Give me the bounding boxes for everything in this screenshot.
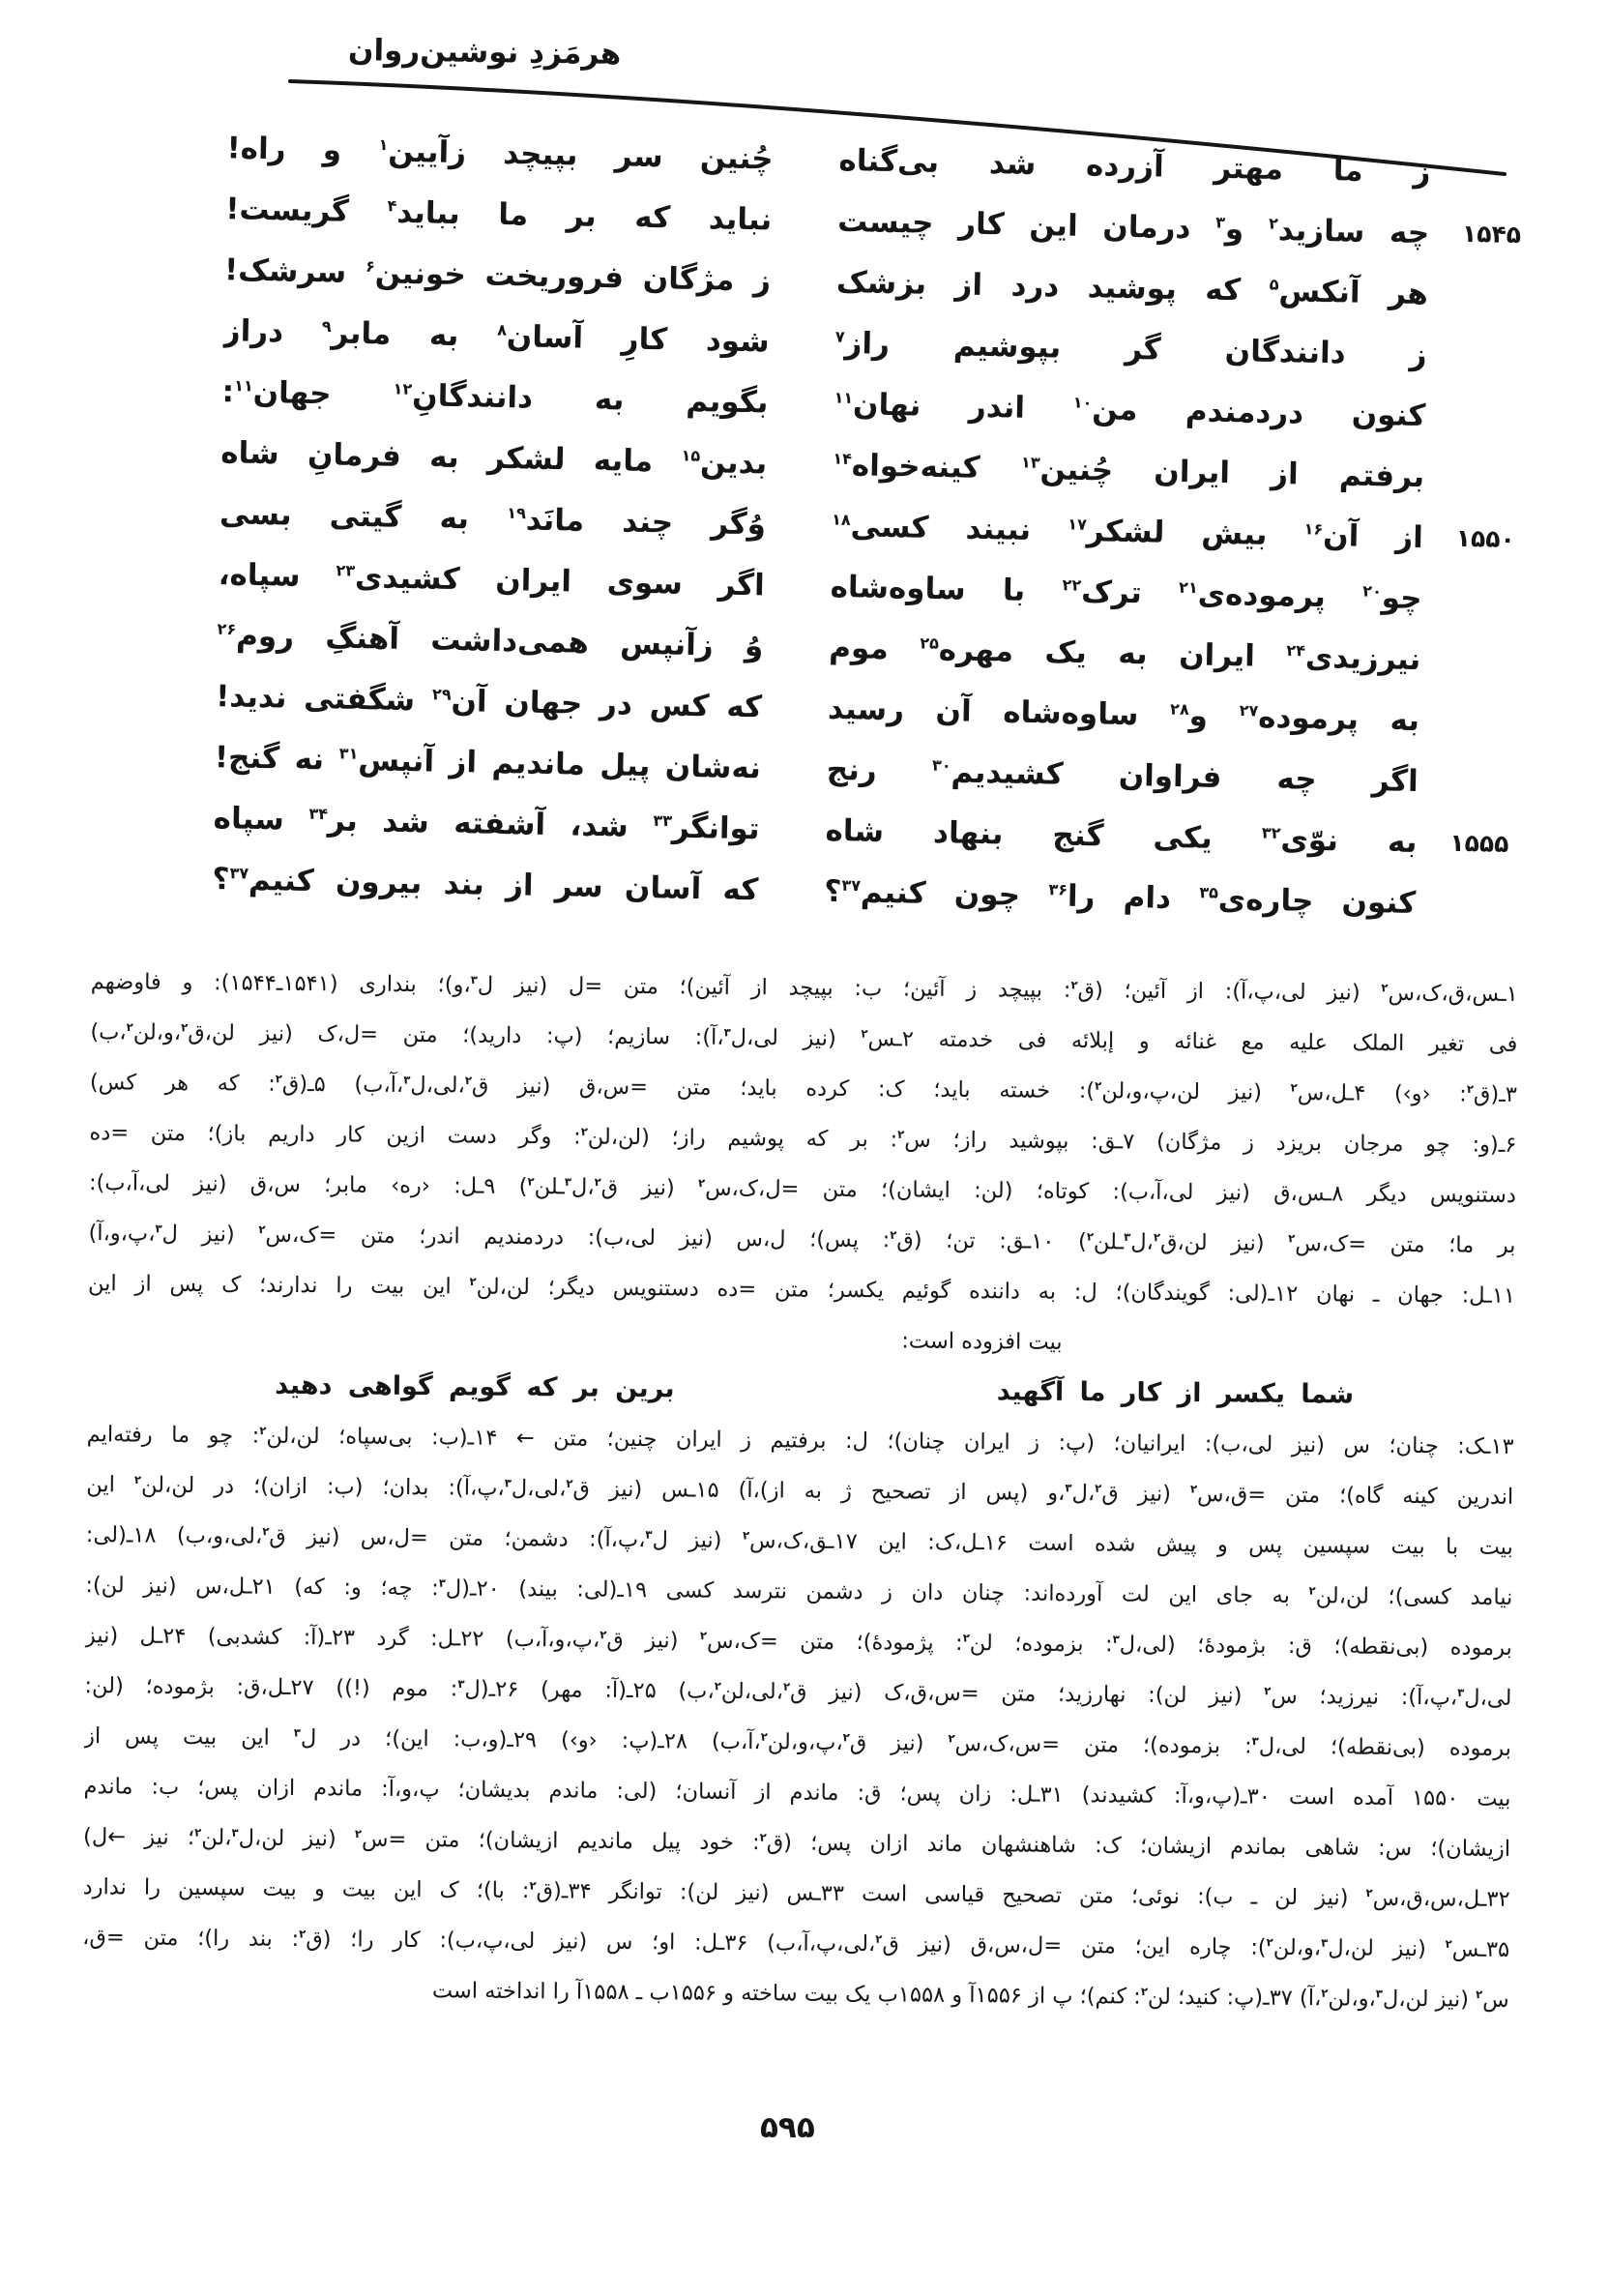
hemistich-right: نیرزیدی$^{۲۴}$ ایران به یک مهره$^{۲۵}$ موم [829, 630, 1421, 677]
hemistich-right: از آن$^{۱۶}$ بیش لشکر$^{۱۷}$ نبیند کسی$^{۱۸}$ [831, 508, 1424, 555]
apparatus-line: لی،ل$^۳$،پ،آ): نیرزید؛ س$^۲$ (نیز لن): نهارزید؛ متن =س،ق،ک (نیز ق$^۲$،لی،لن$^۲$،ب) ۲۵ـ(آ: مهر) ۲۶ـ(ل$^۳$: موم (!)) ۲۷ـل،ق: بژموده؛ (لن: [84, 1673, 1512, 1711]
verse-number [1430, 172, 1522, 174]
verse-number [1424, 477, 1516, 479]
hemistich-right: هر آنکس$^۵$ که پوشید درد از بزشک [835, 264, 1429, 311]
apparatus-line: س$^۲$ (نیز لن،ل$^۳$،و،لن$^۲$،آ) ۳۷ـ(پ: کنید؛ لن$^۲$: کنم)؛ پ از ۱۵۵۶آ و ۱۵۵۸ب یک بیت ساخته و ۱۵۵۶ب ـ ۱۵۵۸آ را انداخته است [431, 1978, 1509, 2013]
hemistich-left: نه‌شان پیل ماندیم از آنپس$^{۳۱}$ نه گنج! [214, 739, 762, 785]
apparatus-line: اندرین کینه گاه)؛ متن =ق،س$^۲$ (نیز ق$^۲$،ل$^۳$،و (پس از تصحیح ژ به از)،آ) ۱۵ـس (نیز ق$^۲$،لی،ل$^۳$،پ،آ): بدان؛ (ب: ازان)؛ در لن،لن$^۲$ این [86, 1472, 1514, 1510]
verse-number: ۱۵۴۵ [1461, 219, 1522, 250]
verse-number [1419, 721, 1511, 722]
apparatus-line: بیت با بیت سپسین پس و پیش شده است ۱۶ـل،ک: این ۱۷ـق،ک،س$^۲$ (نیز ل$^۳$،پ،آ): دشمن؛ متن =ل،س (نیز ق$^۲$،لی،و،ب) ۱۸ـ(لی: [85, 1522, 1513, 1560]
verse-number [1422, 599, 1514, 601]
verse-number [1420, 660, 1512, 662]
verse-number [1428, 294, 1520, 296]
apparatus-line: ۱ـس،ق،ک،س$^۲$ (نیز لی،پ،آ): از آئین؛ (ق$^۲$: بپیچد ز آئین؛ ب: بپیچد از آئین)؛ متن =ل (نیز ل$^۳$،و)؛ بنداری (۱۵۴۱ـ۱۵۴۴): و فاوضهم [90, 969, 1518, 1007]
page-title: هرمَزدِ نوشین‌روان [347, 33, 622, 72]
apparatus-line: ۶ـ(و: چو مرجان بریزد ز مژگان) ۷ـق: بپوشید راز؛ س$^۲$: بر که پوشیم راز؛ (لن،لن$^۲$: وگر دست ازین کار داریم باز)؛ متن =ده [89, 1120, 1517, 1158]
hemistich-left: وُ زآنپس همی‌داشت آهنگِ روم$^{۲۶}$ [217, 617, 764, 663]
hemistich-left: چُنین سر بپیچد زآیین$^۱$ و راه! [226, 130, 774, 177]
verse-number [1419, 781, 1510, 783]
hemistich-left: توانگر$^{۳۳}$ شد، آشفته شد بر$^{۳۴}$ سپاه [213, 800, 760, 846]
hemistich-left: که آسان سر از بند بیرون کنیم$^{۳۷}$؟ [212, 861, 759, 907]
hemistich-left: بگویم به دانندگانِ$^{۱۲}$ جهان$^{۱۱}$: [221, 373, 769, 420]
hemistich-right: اگر چه فراوان کشیدیم$^{۳۰}$ رنج [826, 751, 1419, 799]
apparatus-section [82, 957, 1518, 2025]
verse-number [1427, 355, 1519, 357]
hemistich-left: نباید که بر ما بباید$^۴$ گریست! [225, 191, 773, 238]
hemistich-right: کنون دردمندم من$^{۱۰}$ اندر نهان$^{۱۱}$ [834, 386, 1426, 433]
apparatus-line: بیت ۱۵۵۰ آمده است ۳۰ـ(پ،و،آ: کشیدند) ۳۱ـل: زان پس؛ ق: ماندم از آنسان؛ (لی: ماندم بدیشان؛ پ،و،آ: ماندم ازان پس؛ ب: ماندم [83, 1774, 1511, 1811]
page-number: ۵۹۵ [760, 2110, 815, 2145]
hemistich-left: ز مژگان فروریخت خونین$^۶$ سرشک! [223, 251, 772, 299]
hemistich-right: ز ما مهتر آزرده شد بی‌گناه [838, 142, 1431, 190]
apparatus-line: ۳ـ(ق$^۲$: ‹و›) ۴ـل،س$^۲$ (نیز لن،پ،و،لن$^۲$): خسته باید؛ ک: کرده باید؛ متن =س،ق (نیز ق$^۲$،لی،ل$^۳$،آ،ب) ۵ـ(ق$^۲$: که هر کس) [89, 1070, 1517, 1107]
hemistich-right: چو$^{۲۰}$ پرموده‌ی$^{۲۱}$ ترک$^{۲۲}$ با ساوه‌شاه [830, 569, 1422, 616]
poem-section [0, 112, 1609, 936]
hemistich-right: به پرموده$^{۲۷}$ و$^{۲۸}$ ساوه‌شاه آن رسید [827, 691, 1420, 738]
apparatus-line: نیامد کسی)؛ لن،لن$^۲$ به جای این لت آورده‌اند: چنان دان ز دشمن نترسد کسی ۱۹ـ(لی: بیند) ۲۰ـ(ل$^۳$: چه؛ و: که) ۲۱ـل،س (نیز لن): [85, 1573, 1513, 1610]
added-verse-left: برین بر که گویم گواهی دهید [275, 1369, 675, 1404]
verse-number [1416, 903, 1507, 905]
hemistich-left: شود کارِ آسان$^۸$ به مابر$^۹$ دراز [222, 312, 771, 359]
hemistich-right: ز دانندگان گر بپوشیم راز$^۷$ [834, 325, 1427, 372]
hemistich-right: برفتم از ایران چُنین$^{۱۳}$ کینه‌خواه$^{۱۴}$ [833, 447, 1425, 494]
hemistich-left: اگر سوی ایران کشیدی$^{۲۳}$ سپاه، [218, 556, 766, 603]
verse-number: ۱۵۵۵ [1449, 828, 1509, 858]
apparatus-line: برموده (بی‌نقطه)؛ لی،ل$^۳$: بزموده)؛ متن =س،ک،س$^۲$ (نیز ق$^۲$،پ،و،لن$^۲$،آ،ب) ۲۸ـ(پ: ‹و›) ۲۹ـ(و،ب: این)؛ در ل$^۳$ این بیت پس از [83, 1723, 1512, 1761]
apparatus-line: ۱۱ـل: جهان ـ نهان ۱۲ـ(لی: گویندگان)؛ ل: به داننده گوئیم یکسر؛ متن =ده دستنویس دیگر؛ لن،لن$^۲$ این بیت را ندارند؛ ک پس از این [87, 1271, 1516, 1309]
apparatus-line: ۱۳ـک: چنان؛ س (نیز لی،ب): ایرانیان؛ (پ: ز ایران چنان)؛ ل: برفتیم ز ایران چنین؛ متن ← ۱۴ـ(ب: بی‌سپاه؛ لن،لن$^۲$: چو ما رفته‌ایم [86, 1422, 1514, 1459]
hemistich-left: وُگر چند مانَد$^{۱۹}$ به گیتی بسی [219, 495, 767, 542]
apparatus-line: فی تغیر الملک علیه مع غنائه و إبلائه فی خدمته ۲ـس$^۲$ (نیز لی،ل$^۳$،آ): سازیم؛ (پ: دارید)؛ متن =ل،ک (نیز لن،ق$^۲$،و،لن$^۲$،ب) [90, 1019, 1518, 1057]
verse-number [1425, 416, 1517, 418]
hemistich-left: بدین$^{۱۵}$ مایه لشکر به فرمانِ شاه [219, 434, 768, 481]
apparatus-line: بر ما؛ متن =ک،س$^۲$ (نیز لن،ق$^۲$،ل$^۳$ـلن$^۲$) ۱۰ـق: تن؛ (ق$^۲$: پس)؛ ل،س (نیز لی،ب): دردمندیم اندر؛ متن =ک،س$^۲$ (نیز ل$^۳$،پ،و،آ) [88, 1221, 1516, 1258]
apparatus-line: ازیشان)؛ س: شاهی بماندم ازیشان؛ ک: شاهنشهان ماند ازان پس؛ (ق$^۲$: خود پیل ماندیم ازیشان)؛ متن =س$^۲$ (نیز لن،ل$^۳$،لن$^۲$؛ نیز ←ل) [83, 1824, 1511, 1862]
added-verse-right: شما یکسر از کار ما آگهید [996, 1376, 1355, 1410]
added-verse-intro: بیت افزوده است: [901, 1328, 1063, 1355]
hemistich-left: که کس در جهان آن$^{۲۹}$ شگفتی ندید! [215, 678, 763, 724]
hemistich-right: چه سازید$^۲$ و$^۳$ درمان این کار چیست [836, 203, 1430, 250]
apparatus-line: برموده (بی‌نقطه)؛ ق: بژمودهٔ؛ (لی،ل$^۳$: بزموده؛ لن$^۲$: پژمودهٔ)؛ متن =ک،س$^۲$ (نیز ق$^۲$،پ،و،آ،ب) ۲۲ـل: گرد ۲۳ـ(آ: کشدبی) ۲۴ـل (نیز [84, 1623, 1512, 1661]
apparatus-line: دستنویس دیگر ۸ـس،ق (نیز لی،آ،ب): کوتاه؛ (لن: ایشان)؛ متن =ل،ک،س$^۲$ (نیز ق$^۲$،ل$^۳$ـلن$^۲$) ۹ـل: ‹ره› مابر؛ س،ق (نیز لی،آ،ب): [88, 1170, 1517, 1208]
apparatus-line: ۳۵ـس$^۲$ (نیز لن،ل$^۳$،و،لن$^۲$): چاره این؛ متن =ل،س،ق (نیز ق$^۲$،لی،پ،آ،ب) ۳۶ـل: او؛ س (نیز لی،پ،ب): کار را؛ (ق$^۲$: بند را)؛ متن =ق، [82, 1925, 1510, 1962]
verse-number: ۱۵۵۰ [1455, 523, 1516, 554]
apparatus-line: ۳۲ـل،س،ق،س$^۲$ (نیز لن ـ ب): نوئی؛ متن تصحیح قیاسی است ۳۳ـس (نیز لن): توانگر ۳۴ـ(ق$^۲$: با)؛ ک این بیت و بیت سپسین را ندارد [82, 1874, 1510, 1912]
hemistich-right: کنون چاره‌ی$^{۳۵}$ دام را$^{۳۶}$ چون کنیم$^{۳۷}$؟ [823, 873, 1417, 921]
hemistich-right: به نوّی$^{۳۲}$ یکی گنج بنهاد شاه [825, 812, 1418, 860]
